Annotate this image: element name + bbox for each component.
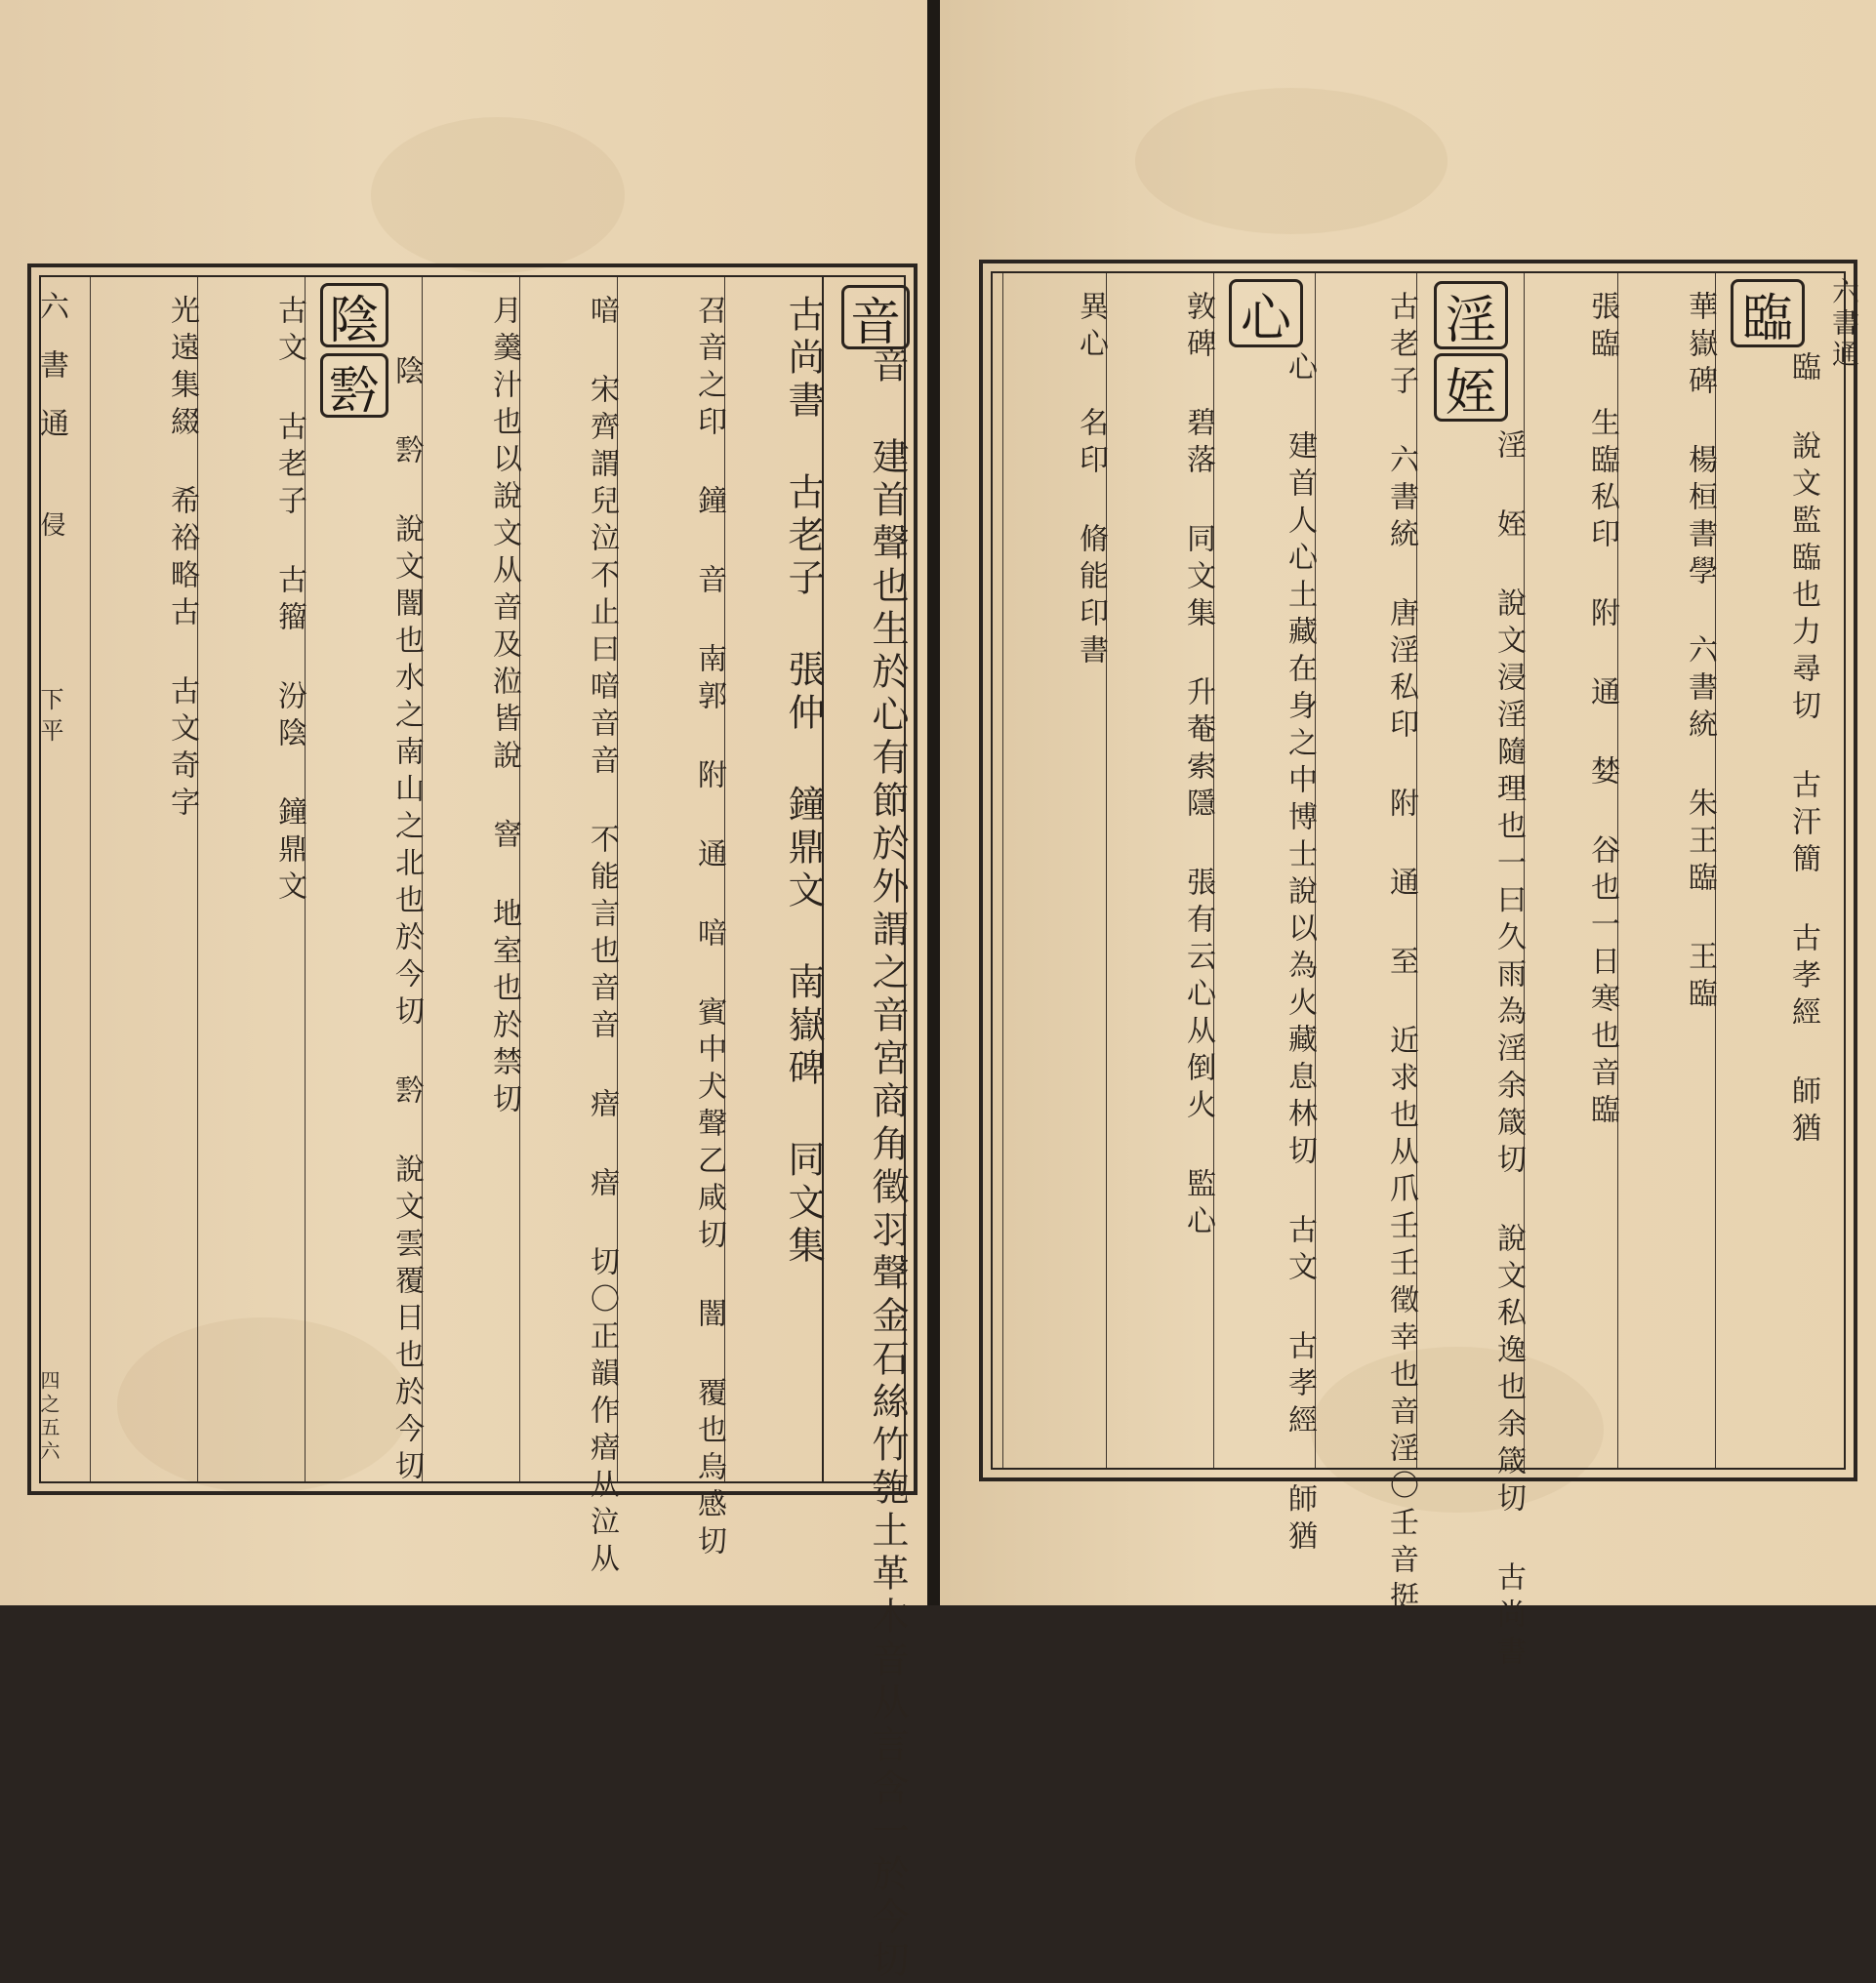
text-column bbox=[1524, 273, 1617, 1468]
text-column bbox=[422, 277, 519, 1481]
text-column bbox=[617, 277, 726, 1562]
margin-book-title: 六書通 bbox=[34, 291, 68, 466]
column-text: 張臨 生臨私印 附 通 婪 谷也一日寒也音臨 bbox=[1585, 291, 1619, 1131]
text-column bbox=[1315, 273, 1418, 1618]
paper-stain bbox=[371, 117, 625, 273]
column-text: 淫 姪 說文浸淫隨理也一曰久雨為淫余箴切 說文私逸也余箴切 古尚書 bbox=[1491, 429, 1526, 1673]
heading-character-box: 姪 bbox=[1434, 353, 1508, 422]
margin-section: 侵 bbox=[36, 511, 65, 566]
column-text: 陰 霒 說文闇也水之南山之北也於今切 霒 說文雲覆日也於今切 bbox=[389, 355, 424, 1487]
text-column bbox=[1416, 273, 1526, 1673]
text-column bbox=[1106, 273, 1213, 1468]
margin-book-title: 六書通 bbox=[1828, 277, 1860, 371]
column-text: 臨 說文監臨也力尋切 古汗簡 古孝經 師猶 bbox=[1786, 351, 1820, 1150]
heading-character-box: 淫 bbox=[1434, 281, 1508, 349]
text-column bbox=[1715, 273, 1818, 1468]
right-page bbox=[940, 0, 1876, 1673]
text-column bbox=[1213, 273, 1317, 1558]
text-column bbox=[724, 277, 825, 1481]
column-text: 喑 宋齊謂兒泣不止曰喑音音 不能言也音音 瘖 瘖 切〇正韻作瘖从泣从 bbox=[585, 295, 619, 1580]
text-column bbox=[197, 277, 305, 1481]
folio-number: 四之五六 bbox=[37, 1370, 61, 1464]
column-text: 華嶽碑 楊桓書學 六書統 朱王臨 王臨 bbox=[1683, 291, 1717, 1015]
paper-stain bbox=[1135, 88, 1448, 234]
column-text: 古尚書 古老子 張仲 鐘鼎文 南嶽碑 同文集 bbox=[782, 295, 825, 1269]
text-column bbox=[1617, 273, 1715, 1468]
heading-character-box: 陰 bbox=[320, 283, 388, 347]
text-column bbox=[519, 277, 619, 1580]
heading-character-box: 心 bbox=[1229, 279, 1303, 347]
column-text: 古文 古老子 古籀 汾陰 鐘鼎文 bbox=[272, 295, 306, 908]
left-page bbox=[0, 0, 932, 1983]
column-text: 敦碑 碧落 同文集 升菴索隱 張有云心从倒火 監心 bbox=[1181, 291, 1215, 1242]
margin-tone: 下平 bbox=[36, 687, 63, 749]
right-page-inner-frame bbox=[991, 271, 1860, 1673]
column-text: 古老子 六書統 唐淫私印 附 通 至 近求也从爪壬壬徵幸也音淫〇壬音挺 bbox=[1384, 291, 1418, 1618]
text-column bbox=[1002, 273, 1106, 1468]
column-text: 異心 名印 脩能印書 bbox=[1074, 291, 1108, 671]
heading-character-box: 臨 bbox=[1731, 279, 1805, 347]
text-column bbox=[822, 277, 909, 1983]
left-page-inner-frame bbox=[34, 275, 909, 1983]
heading-character-box: 音 bbox=[841, 285, 910, 349]
heading-character-box: 霒 bbox=[320, 353, 388, 418]
column-text: 召音之印 鐘 音 南郭 附 通 喑 賓中犬聲乙咸切 闇 覆也烏感切 bbox=[692, 295, 726, 1562]
column-text: 音 建首聲也生於心有節於外謂之音宮商角徵羽聲金石絲竹匏土革木音从言含一於今切 bbox=[866, 345, 909, 1983]
text-column bbox=[305, 277, 424, 1487]
column-text: 心 建首人心土藏在身之中博士說以為火藏息林切 古文 古孝經 師猶 bbox=[1283, 351, 1317, 1558]
text-column bbox=[90, 277, 197, 1481]
column-text: 月羹汁也以說文从音及涖皆說 窨 地室也於禁切 bbox=[487, 295, 521, 1120]
column-text: 光遠集綴 希裕略古 古文奇字 bbox=[165, 295, 199, 824]
